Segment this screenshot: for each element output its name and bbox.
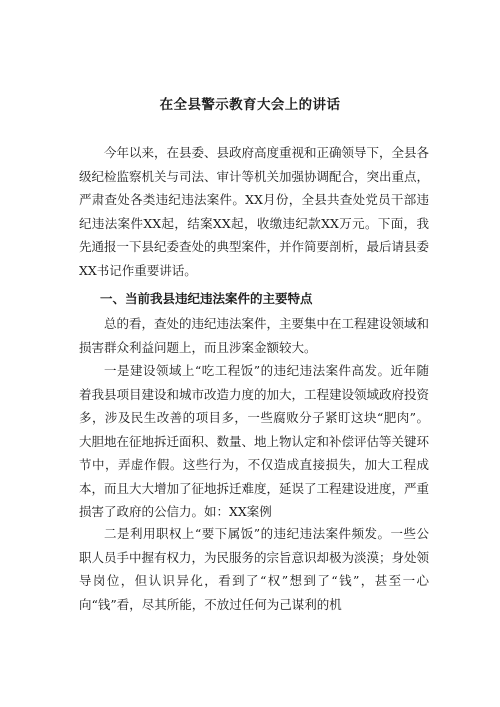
section-heading: 一、当前我县违纪违法案件的主要特点: [100, 291, 313, 306]
point-one-paragraph: 一是建设领域上“吃工程饭”的违纪违法案件高发。近年随着我县项目建设和城市改造力度的加大，工程建设领域政府投资多，涉及民生改善的项目多，一些腐败分子紧盯这块“肥肉”。大胆地在征地拆迁面积、数量、地上物认定和补偿评估等关键环节中，弄虚作假。这些行为，不仅造成直接损失，加大工程成本，而且大大增加了征地拆迁难度，延误了工程建设进度，严重损害了政府的公信力。如：XX案例: [79, 363, 430, 519]
overview-paragraph: 总的看，查处的违纪违法案件，主要集中在工程建设领域和损害群众利益问题上，而且涉案金额较大。: [79, 316, 430, 355]
document-title: 在全县警示教育大会上的讲话: [159, 97, 341, 113]
intro-paragraph: 今年以来，在县委、县政府高度重视和正确领导下，全县各级纪检监察机关与司法、审计等机关加强协调配合，突出重点，严肃查处各类违纪违法案件。XX月份，全县共查处党员干部违纪违法案件XX起，结案XX起，收缴违纪款XX万元。下面，我先通报一下县纪委查处的典型案件，并作简要剖析，最后请县委XX书记作重要讲话。: [79, 145, 430, 278]
point-two-paragraph: 二是利用职权上“要下属饭”的违纪违法案件频发。一些公职人员手中握有权力，为民服务的宗旨意识却极为淡漠；身处领导岗位，但认识异化，看到了“权”想到了“钱”，甚至一心向“钱”看，尽其所能，不放过任何为己谋利的机: [79, 526, 430, 612]
